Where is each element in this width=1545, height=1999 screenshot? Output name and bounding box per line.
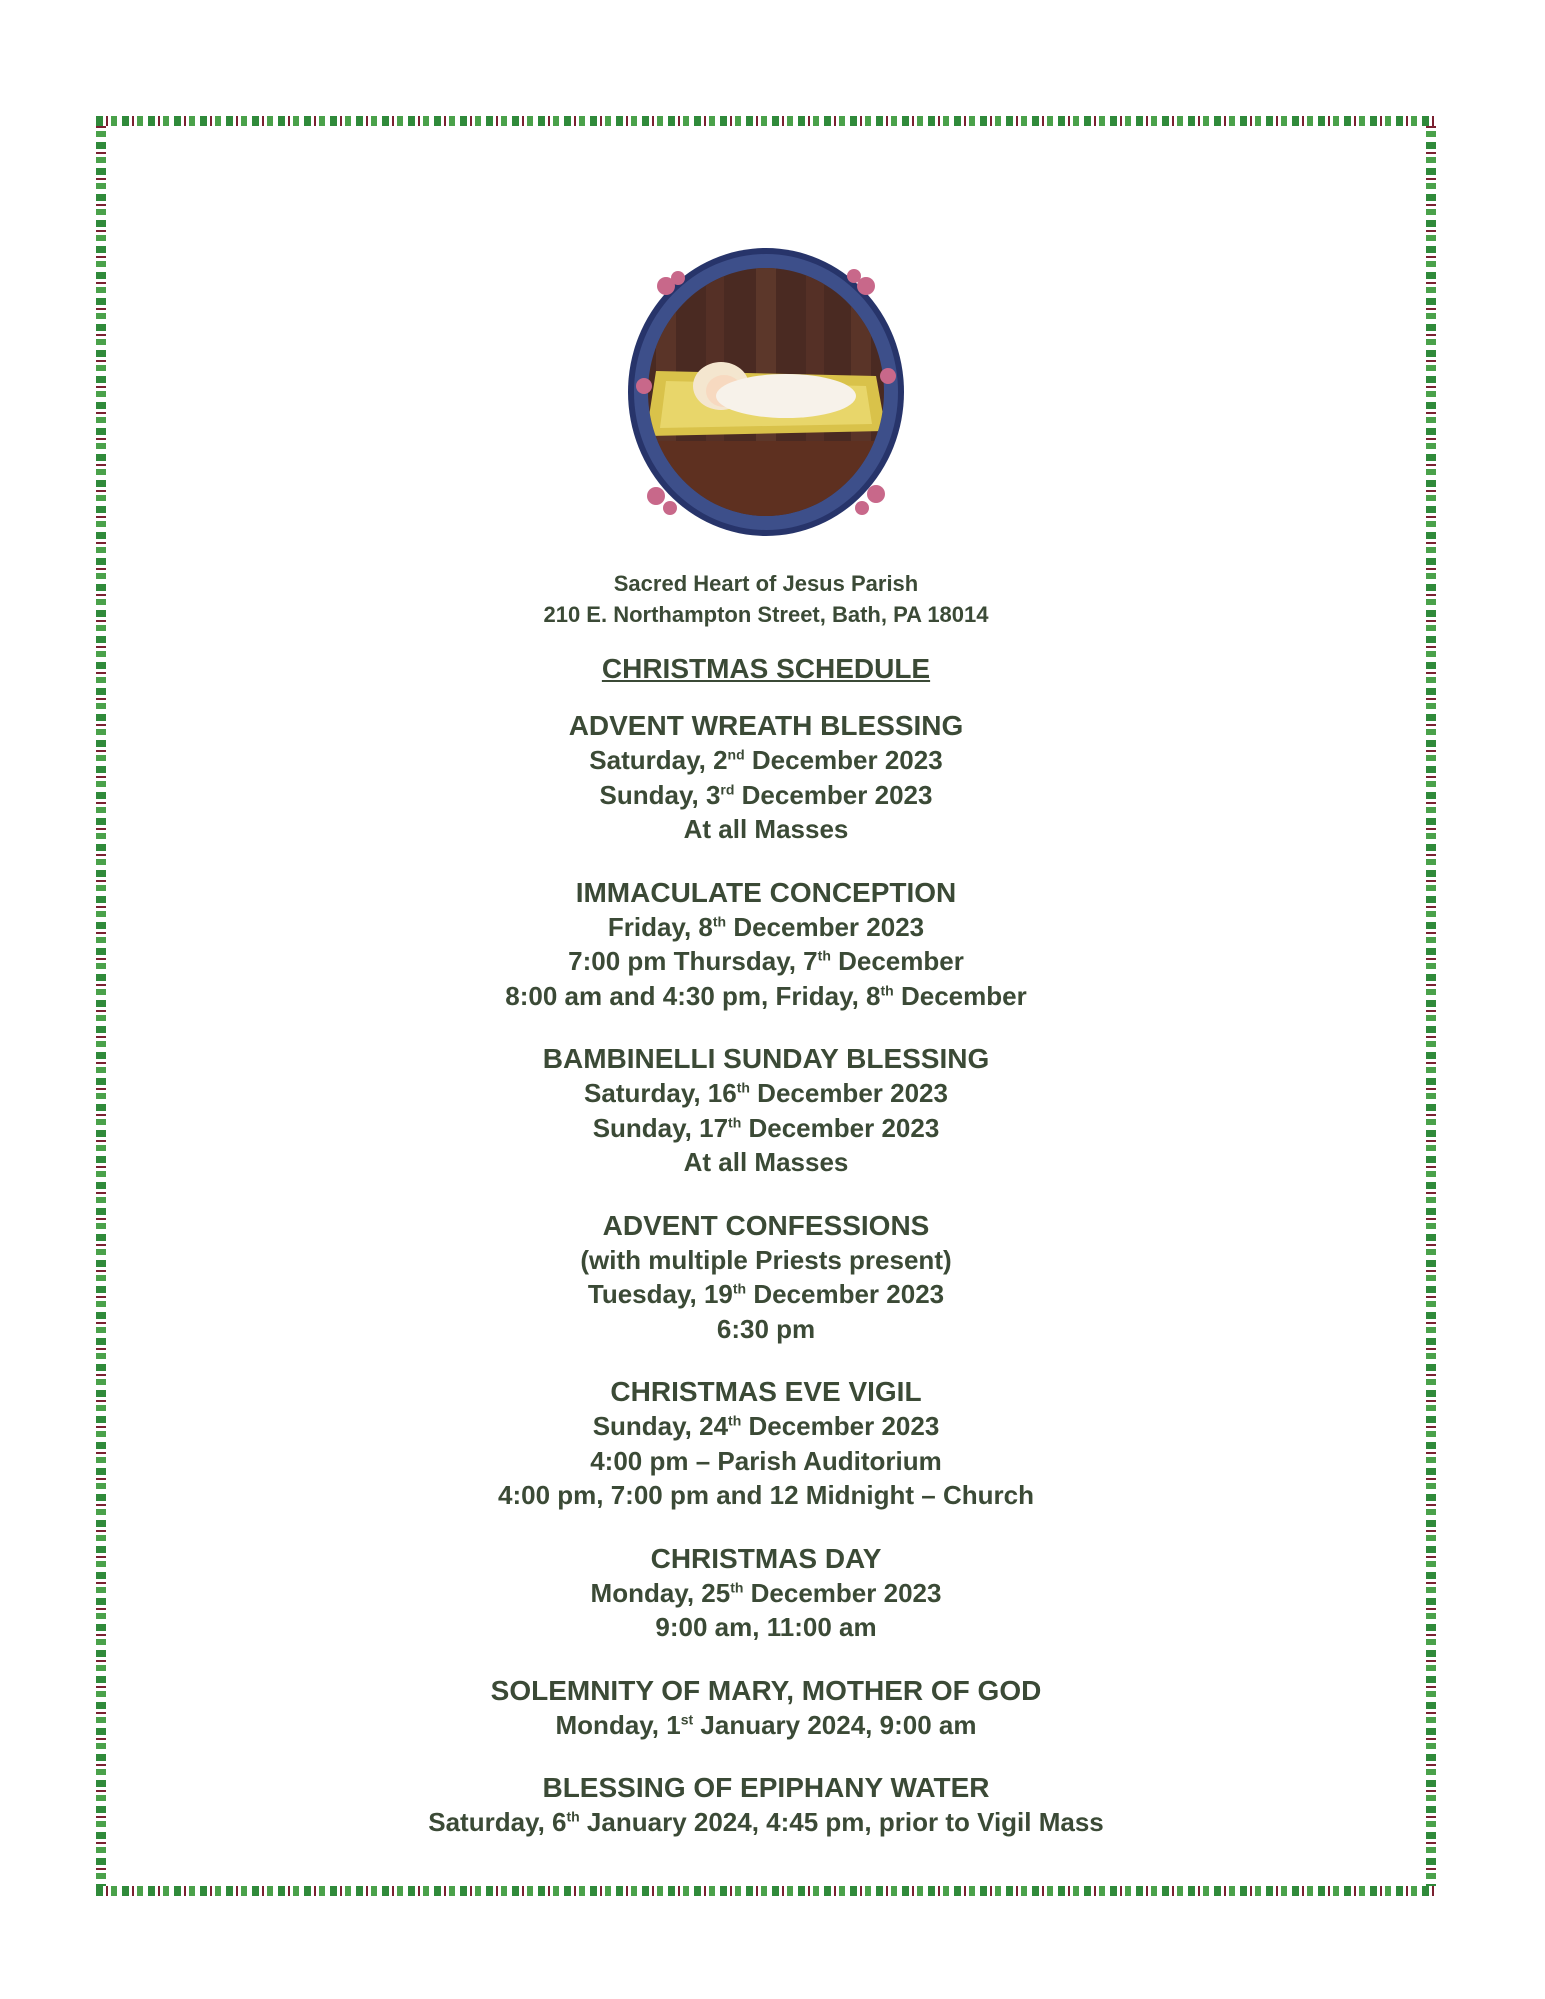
event-detail-line bbox=[120, 1312, 1412, 1347]
event-list bbox=[120, 708, 1412, 1840]
event-detail-text: Sunday, 17 bbox=[592, 1112, 729, 1143]
ordinal-suffix: th bbox=[817, 947, 831, 964]
schedule-content bbox=[120, 568, 1412, 1868]
event-detail-text: Saturday, 6 bbox=[428, 1807, 567, 1837]
event-detail-line bbox=[120, 1243, 1412, 1278]
ordinal-suffix: th bbox=[732, 1280, 747, 1297]
event-detail-text: Sunday, 24 bbox=[592, 1411, 729, 1441]
event-detail-text: At all Masses bbox=[683, 814, 849, 844]
event-detail-text: 7:00 pm Thursday, 7 bbox=[568, 946, 818, 976]
event-detail-text: January 2024, 9:00 am bbox=[693, 1709, 977, 1740]
event-detail-text: Saturday, 16 bbox=[584, 1078, 737, 1108]
event-detail-text: December bbox=[830, 946, 964, 976]
event-detail-text: December 2023 bbox=[741, 1112, 940, 1143]
event-detail-text: December 2023 bbox=[741, 1411, 940, 1441]
event-detail-text: 4:00 pm – Parish Auditorium bbox=[590, 1445, 942, 1476]
event-detail-text: December 2023 bbox=[726, 911, 925, 942]
event-detail-text: Tuesday, 19 bbox=[587, 1279, 733, 1309]
event-detail-text: Sunday, 3 bbox=[599, 779, 721, 810]
event-title: ADVENT WREATH BLESSING bbox=[568, 710, 964, 741]
event-detail-line bbox=[120, 910, 1412, 945]
event-detail-text: Saturday, 2 bbox=[589, 745, 728, 775]
event-detail-line bbox=[120, 743, 1412, 778]
event-title: CHRISTMAS EVE VIGIL bbox=[610, 1376, 922, 1407]
event-detail-text: 8:00 am and 4:30 pm, Friday, 8 bbox=[505, 980, 881, 1011]
event-detail-text: 9:00 am, 11:00 am bbox=[655, 1612, 877, 1642]
event-detail-line bbox=[120, 944, 1412, 979]
event-block bbox=[120, 875, 1412, 1014]
event-title: BAMBINELLI SUNDAY BLESSING bbox=[542, 1043, 990, 1074]
event-title: IMMACULATE CONCEPTION bbox=[575, 876, 957, 908]
event-detail-text: January 2024, 4:45 pm, prior to Vigil Mass bbox=[579, 1807, 1104, 1837]
ordinal-suffix: nd bbox=[727, 746, 745, 763]
parish-name: Sacred Heart of Jesus Parish bbox=[613, 571, 919, 596]
ordinal-suffix: th bbox=[730, 1578, 744, 1595]
event-detail-text: At all Masses bbox=[683, 1147, 849, 1177]
ordinal-suffix: rd bbox=[720, 780, 735, 797]
ordinal-suffix: th bbox=[566, 1808, 580, 1825]
event-title: SOLEMNITY OF MARY, MOTHER OF GOD bbox=[490, 1674, 1042, 1706]
event-detail-line bbox=[120, 1478, 1412, 1513]
event-detail-text: Monday, 25 bbox=[590, 1577, 731, 1608]
event-detail-text: Friday, 8 bbox=[607, 911, 713, 942]
ordinal-suffix: st bbox=[680, 1710, 694, 1727]
event-block bbox=[120, 1541, 1412, 1645]
event-detail-line bbox=[120, 1076, 1412, 1111]
event-detail-text: (with multiple Priests present) bbox=[580, 1244, 952, 1275]
event-detail-text: Monday, 1 bbox=[555, 1709, 681, 1740]
event-detail-line bbox=[120, 1805, 1412, 1840]
schedule-title: CHRISTMAS SCHEDULE bbox=[601, 653, 931, 684]
ordinal-suffix: th bbox=[880, 981, 894, 998]
event-detail-text: December 2023 bbox=[734, 779, 933, 810]
event-detail-text: 6:30 pm bbox=[716, 1313, 816, 1344]
event-block bbox=[120, 1673, 1412, 1743]
event-detail-line bbox=[120, 1111, 1412, 1146]
event-detail-text: December bbox=[893, 980, 1027, 1011]
event-detail-text: December 2023 bbox=[744, 745, 943, 775]
parish-address: 210 E. Northampton Street, Bath, PA 18014 bbox=[543, 602, 989, 627]
event-block bbox=[120, 1208, 1412, 1347]
event-detail-line bbox=[120, 1277, 1412, 1312]
ordinal-suffix: th bbox=[736, 1079, 750, 1096]
event-detail-line bbox=[120, 1610, 1412, 1645]
event-title: ADVENT CONFESSIONS bbox=[602, 1209, 930, 1241]
event-detail-text: December 2023 bbox=[743, 1577, 942, 1608]
ordinal-suffix: th bbox=[728, 1412, 742, 1429]
nativity-medallion-image bbox=[626, 246, 906, 538]
event-block bbox=[120, 708, 1412, 847]
event-detail-text: December 2023 bbox=[749, 1078, 948, 1108]
event-detail-line bbox=[120, 812, 1412, 847]
event-title: BLESSING OF EPIPHANY WATER bbox=[542, 1772, 990, 1803]
event-block bbox=[120, 1041, 1412, 1180]
event-detail-text: 4:00 pm, 7:00 pm and 12 Midnight – Church bbox=[498, 1480, 1034, 1510]
event-block bbox=[120, 1374, 1412, 1513]
ordinal-suffix: th bbox=[712, 912, 727, 929]
event-detail-line bbox=[120, 1576, 1412, 1611]
event-detail-text: December 2023 bbox=[746, 1279, 945, 1309]
event-detail-line bbox=[120, 979, 1412, 1014]
event-title: CHRISTMAS DAY bbox=[650, 1542, 882, 1574]
event-detail-line bbox=[120, 778, 1412, 813]
event-detail-line bbox=[120, 1145, 1412, 1180]
ordinal-suffix: th bbox=[728, 1113, 742, 1130]
event-detail-line bbox=[120, 1409, 1412, 1444]
event-detail-line bbox=[120, 1708, 1412, 1743]
event-block bbox=[120, 1770, 1412, 1840]
event-detail-line bbox=[120, 1444, 1412, 1479]
